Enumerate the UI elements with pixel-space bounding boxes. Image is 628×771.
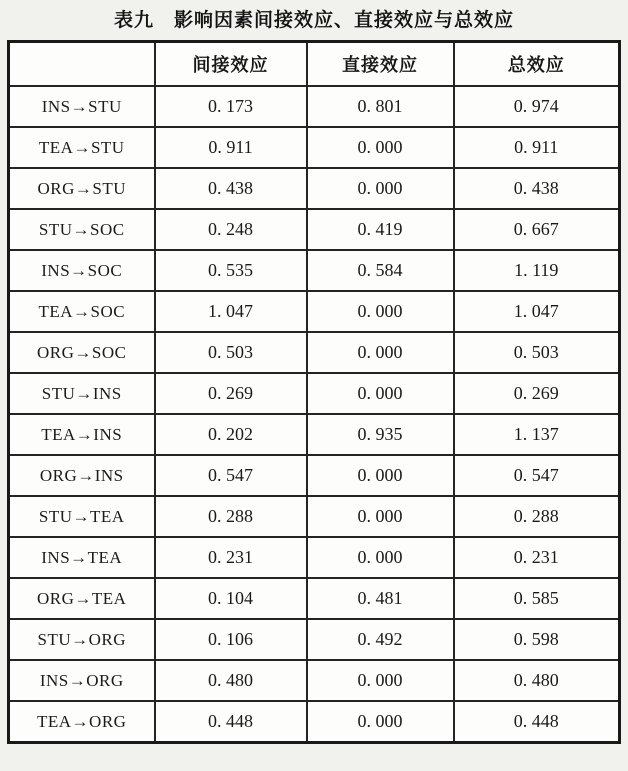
total-cell: 0. 480 xyxy=(454,660,620,701)
table-row xyxy=(9,332,620,373)
table-row xyxy=(9,127,620,168)
table-row xyxy=(9,619,620,660)
indirect-cell: 0. 503 xyxy=(155,332,307,373)
table-row xyxy=(9,455,620,496)
path-cell: ORG→TEA xyxy=(9,578,155,619)
header-cell-path xyxy=(9,42,155,87)
indirect-cell: 0. 202 xyxy=(155,414,307,455)
header-row xyxy=(9,42,620,87)
total-cell: 0. 231 xyxy=(454,537,620,578)
total-cell: 0. 503 xyxy=(454,332,620,373)
table-row xyxy=(9,496,620,537)
header-cell-indirect-effect: 间接效应 xyxy=(155,42,307,87)
path-cell: TEA→INS xyxy=(9,414,155,455)
table-row xyxy=(9,701,620,743)
table-row xyxy=(9,250,620,291)
direct-cell: 0. 584 xyxy=(307,250,454,291)
total-cell: 0. 288 xyxy=(454,496,620,537)
indirect-cell: 0. 480 xyxy=(155,660,307,701)
table-row xyxy=(9,373,620,414)
direct-cell: 0. 000 xyxy=(307,537,454,578)
indirect-cell: 0. 106 xyxy=(155,619,307,660)
direct-cell: 0. 000 xyxy=(307,701,454,743)
table-row xyxy=(9,414,620,455)
path-cell: STU→ORG xyxy=(9,619,155,660)
path-cell: STU→INS xyxy=(9,373,155,414)
direct-cell: 0. 492 xyxy=(307,619,454,660)
path-cell: STU→SOC xyxy=(9,209,155,250)
effects-table xyxy=(7,40,621,744)
total-cell: 0. 438 xyxy=(454,168,620,209)
direct-cell: 0. 000 xyxy=(307,455,454,496)
direct-cell: 0. 000 xyxy=(307,168,454,209)
path-cell: INS→TEA xyxy=(9,537,155,578)
total-cell: 1. 119 xyxy=(454,250,620,291)
direct-cell: 0. 801 xyxy=(307,86,454,127)
indirect-cell: 1. 047 xyxy=(155,291,307,332)
direct-cell: 0. 481 xyxy=(307,578,454,619)
table-row xyxy=(9,291,620,332)
header-cell-total-effect: 总效应 xyxy=(454,42,620,87)
indirect-cell: 0. 269 xyxy=(155,373,307,414)
total-cell: 0. 667 xyxy=(454,209,620,250)
indirect-cell: 0. 288 xyxy=(155,496,307,537)
path-cell: STU→TEA xyxy=(9,496,155,537)
total-cell: 1. 047 xyxy=(454,291,620,332)
indirect-cell: 0. 231 xyxy=(155,537,307,578)
total-cell: 0. 547 xyxy=(454,455,620,496)
indirect-cell: 0. 535 xyxy=(155,250,307,291)
direct-cell: 0. 419 xyxy=(307,209,454,250)
total-cell: 0. 974 xyxy=(454,86,620,127)
path-cell: INS→ORG xyxy=(9,660,155,701)
total-cell: 1. 137 xyxy=(454,414,620,455)
direct-cell: 0. 000 xyxy=(307,660,454,701)
table-row xyxy=(9,578,620,619)
path-cell: TEA→STU xyxy=(9,127,155,168)
path-cell: ORG→SOC xyxy=(9,332,155,373)
indirect-cell: 0. 448 xyxy=(155,701,307,743)
table-row xyxy=(9,660,620,701)
table-row xyxy=(9,209,620,250)
table-row xyxy=(9,168,620,209)
direct-cell: 0. 000 xyxy=(307,127,454,168)
total-cell: 0. 911 xyxy=(454,127,620,168)
table-title: 表九 影响因素间接效应、直接效应与总效应 xyxy=(113,9,514,31)
header-cell-direct-effect: 直接效应 xyxy=(307,42,454,87)
path-cell: ORG→INS xyxy=(9,455,155,496)
indirect-cell: 0. 911 xyxy=(155,127,307,168)
table-row xyxy=(9,537,620,578)
direct-cell: 0. 000 xyxy=(307,496,454,537)
table-row xyxy=(9,86,620,127)
total-cell: 0. 269 xyxy=(454,373,620,414)
direct-cell: 0. 000 xyxy=(307,373,454,414)
indirect-cell: 0. 173 xyxy=(155,86,307,127)
direct-cell: 0. 000 xyxy=(307,332,454,373)
direct-cell: 0. 935 xyxy=(307,414,454,455)
path-cell: INS→STU xyxy=(9,86,155,127)
total-cell: 0. 585 xyxy=(454,578,620,619)
indirect-cell: 0. 104 xyxy=(155,578,307,619)
indirect-cell: 0. 248 xyxy=(155,209,307,250)
indirect-cell: 0. 547 xyxy=(155,455,307,496)
path-cell: ORG→STU xyxy=(9,168,155,209)
total-cell: 0. 598 xyxy=(454,619,620,660)
path-cell: TEA→SOC xyxy=(9,291,155,332)
total-cell: 0. 448 xyxy=(454,701,620,743)
indirect-cell: 0. 438 xyxy=(155,168,307,209)
path-cell: TEA→ORG xyxy=(9,701,155,743)
path-cell: INS→SOC xyxy=(9,250,155,291)
direct-cell: 0. 000 xyxy=(307,291,454,332)
